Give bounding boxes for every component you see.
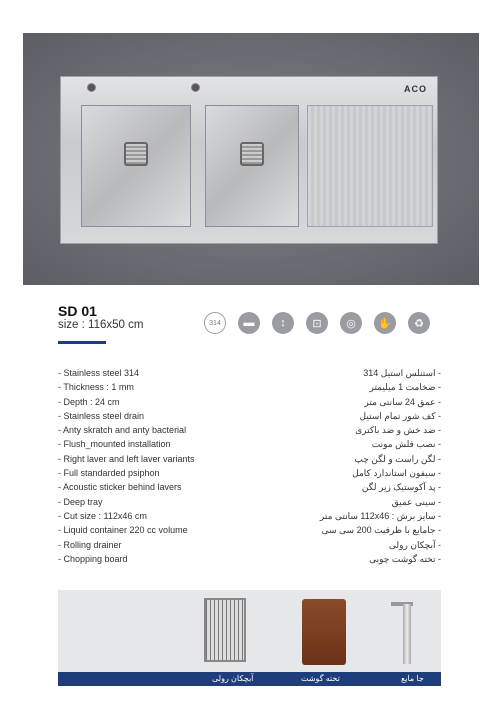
product-size: size : 116x50 cm bbox=[58, 319, 144, 331]
sink-bowl-right bbox=[205, 105, 299, 227]
spec-item-fa: - جامایع با ظرفیت 200 سی سی bbox=[321, 525, 441, 536]
spec-item: - Chopping board bbox=[58, 553, 128, 564]
spec-item-fa: - سایز برش : 112x46 سانتی متر bbox=[319, 510, 441, 521]
specs-english bbox=[58, 366, 195, 566]
accent-bar bbox=[58, 341, 106, 344]
label-liquid-container: جا مایع bbox=[401, 674, 424, 683]
drainboard bbox=[307, 105, 433, 227]
spec-item-fa: - لگن راست و لگن چپ bbox=[354, 453, 441, 464]
spec-item-fa: - کف شور تمام استیل bbox=[359, 410, 441, 421]
soap-dispenser-image bbox=[403, 604, 411, 664]
drain-left bbox=[124, 142, 148, 166]
feature-icons bbox=[204, 312, 430, 334]
spec-item: - Cut size : 112x46 cm bbox=[58, 510, 147, 521]
spec-item: - Deep tray bbox=[58, 496, 103, 507]
tap-hole-left bbox=[87, 83, 96, 92]
spec-item-fa: - پد آکوستیک زیر لگن bbox=[361, 482, 441, 493]
spec-item: - Thickness : 1 mm bbox=[58, 382, 134, 393]
spec-item: - Stainless steel drain bbox=[58, 410, 145, 421]
spec-item: - Anty skratch and anty bacterial bbox=[58, 425, 187, 436]
spec-item-fa: - سینی عمیق bbox=[391, 496, 441, 507]
spec-item: - Right laver and left laver variants bbox=[58, 453, 195, 464]
rolling-drainer-image bbox=[204, 598, 246, 662]
tap-hole-right bbox=[191, 83, 200, 92]
sink-product-image bbox=[60, 76, 438, 244]
spec-item: - Full standarded psiphon bbox=[58, 468, 160, 479]
label-rolling-drainer: آبچکان رولی bbox=[212, 674, 254, 683]
strainer-icon: ◎ bbox=[340, 312, 362, 334]
314-steel-icon: 314 bbox=[204, 312, 226, 334]
depth-icon: ↕ bbox=[272, 312, 294, 334]
spec-item-fa: - آبچکان رولی bbox=[388, 539, 441, 550]
spec-item: - Depth : 24 cm bbox=[58, 396, 120, 407]
spec-item-fa: - سیفون استاندارد کامل bbox=[352, 468, 441, 479]
spec-item-fa: - نصب فلش مونت bbox=[371, 439, 441, 450]
spec-item-fa: - عمق 24 سانتی متر bbox=[364, 396, 441, 407]
drain-right bbox=[240, 142, 264, 166]
spec-item: - Rolling drainer bbox=[58, 539, 122, 550]
accessories-panel bbox=[58, 590, 441, 672]
spec-item-fa: - ضخامت 1 میلیمتر bbox=[369, 382, 441, 393]
accessories-label-bar bbox=[58, 672, 441, 686]
recycle-icon: ♻ bbox=[408, 312, 430, 334]
spec-item: - Stainless steel 314 bbox=[58, 368, 140, 378]
brand-logo: ACO bbox=[404, 84, 427, 94]
spec-item: - Acoustic sticker behind lavers bbox=[58, 482, 182, 493]
spec-item-fa: - ضد خش و ضد باکتری bbox=[355, 425, 441, 436]
chopping-board-image bbox=[302, 599, 346, 665]
sink-bowl-left bbox=[81, 105, 191, 227]
drain-icon: ⊡ bbox=[306, 312, 328, 334]
tray-icon: ▬ bbox=[238, 312, 260, 334]
specs-persian bbox=[320, 366, 441, 566]
spec-item-fa: - تخته گوشت چوبی bbox=[369, 553, 441, 564]
label-chopping-board: تخته گوشت bbox=[301, 674, 340, 683]
spec-item: - Liquid container 220 cc volume bbox=[58, 525, 188, 536]
product-model: SD 01 bbox=[58, 303, 97, 319]
spec-item-fa: - استنلس استیل 314 bbox=[363, 368, 441, 378]
hand-icon: ✋ bbox=[374, 312, 396, 334]
spec-item: - Flush_mounted installation bbox=[58, 439, 171, 450]
